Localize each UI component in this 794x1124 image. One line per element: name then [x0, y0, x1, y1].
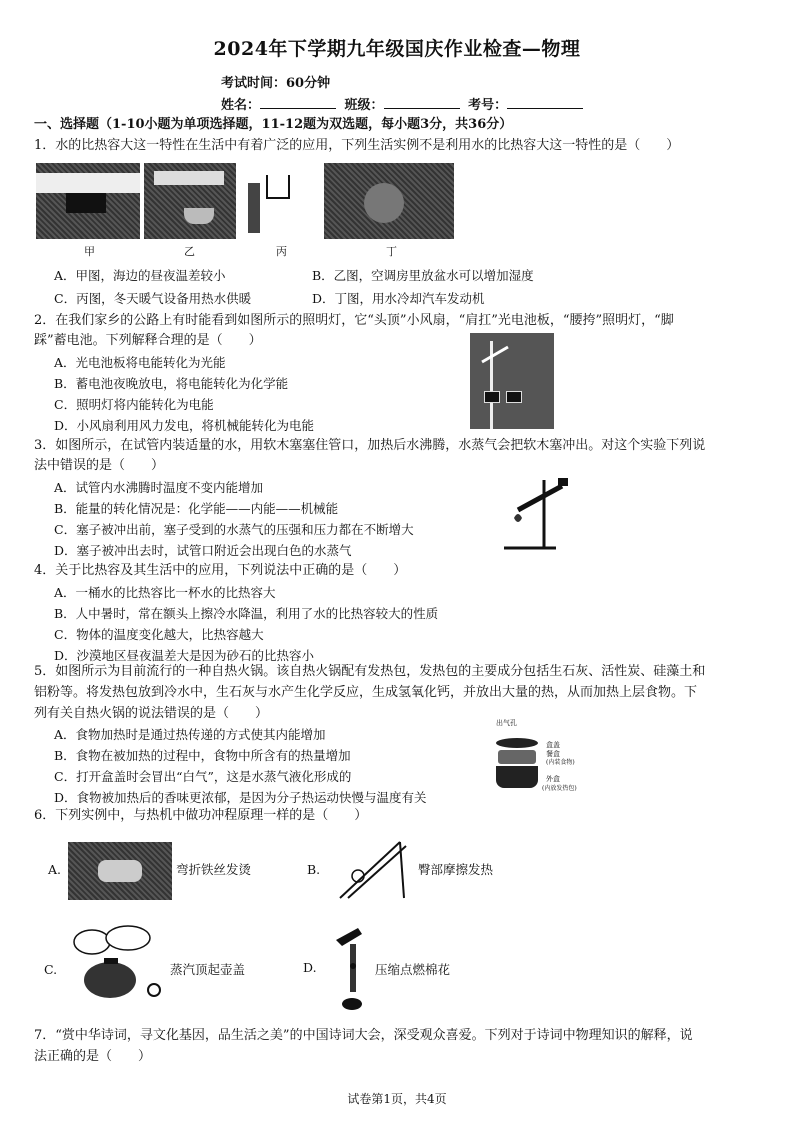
name-blank[interactable]: [260, 96, 336, 109]
q6-image-compression-tube: [330, 922, 378, 1014]
q1-image-jia: [36, 163, 140, 239]
class-label: 班级：: [344, 98, 384, 113]
q6-option-a-letter[interactable]: A.: [48, 862, 62, 877]
name-label: 姓名：: [221, 98, 261, 113]
q3-stem-line1: 3．如图所示，在试管内装适量的水，用软木塞塞住管口，加热后水沸腾，水蒸气会把软木塞冲出。对这个实验下列说: [34, 438, 706, 453]
q5-label-bowl: 餐盒: [546, 750, 560, 758]
class-blank[interactable]: [384, 96, 460, 109]
q2-option-c[interactable]: C．照明灯将内能转化为电能: [54, 397, 214, 412]
q6-option-b-letter[interactable]: B.: [307, 862, 321, 877]
q4-option-a[interactable]: A．一桶水的比热容比一杯水的比热容大: [54, 585, 276, 600]
q6-image-kettle: [66, 924, 170, 1002]
q2-option-a[interactable]: A．光电池板将电能转化为光能: [54, 355, 226, 370]
q5-stem-line3: 列有关自热火锅的说法错误的是（ ）: [34, 706, 269, 721]
q6-option-c-letter[interactable]: C.: [44, 962, 58, 977]
q5-stem-line1: 5．如图所示为目前流行的一种自热火锅。该自热火锅配有发热包，发热包的主要成分包括生石灰、活性炭、硅藻土和: [34, 664, 706, 679]
q7-stem-line2: 法正确的是（ ）: [34, 1049, 152, 1064]
q3-option-d[interactable]: D．塞子被冲出去时，试管口附近会出现白色的水蒸气: [54, 543, 352, 558]
q3-option-c[interactable]: C．塞子被冲出前，塞子受到的水蒸气的压强和压力都在不断增大: [54, 522, 414, 537]
q5-option-d[interactable]: D．食物被加热后的香味更浓郁，是因为分子热运动快慢与温度有关: [54, 790, 427, 805]
q6-option-a-text[interactable]: 弯折铁丝发烫: [176, 862, 252, 877]
q2-option-d[interactable]: D．小风扇利用风力发电，将机械能转化为电能: [54, 418, 315, 433]
q3-option-a[interactable]: A．试管内水沸腾时温度不变内能增加: [54, 480, 264, 495]
number-blank[interactable]: [507, 96, 583, 109]
q4-option-b[interactable]: B．人中暑时，常在额头上擦冷水降温，利用了水的比热容较大的性质: [54, 606, 439, 621]
q5-stem-line2: 铝粉等。将发热包放到冷水中，生石灰与水产生化学反应，生成氢氧化钙，并放出大量的热，从而加热上层食物。下: [34, 685, 698, 700]
q6-image-bending-wire: [68, 842, 172, 900]
q1-option-d[interactable]: D．丁图，用水冷却汽车发动机: [312, 291, 485, 306]
q6-image-slide: [330, 832, 412, 904]
q4-stem: 4．关于比热容及其生活中的应用，下列说法中正确的是（ ）: [34, 563, 407, 578]
q1-image-yi: [144, 163, 236, 239]
q1-option-b[interactable]: B．乙图，空调房里放盆水可以增加湿度: [312, 268, 534, 283]
q3-stem-line2: 法中错误的是（ ）: [34, 458, 165, 473]
q5-option-b[interactable]: B．食物在被加热的过程中，食物中所含有的热量增加: [54, 748, 351, 763]
q5-label-vent: 出气孔: [496, 719, 517, 727]
q4-option-c[interactable]: C．物体的温度变化越大，比热容越大: [54, 627, 264, 642]
q2-stem-line1: 2．在我们家乡的公路上有时能看到如图所示的照明灯，它“头顶”小风扇，“肩扛”光电池板，“腰挎”照明灯，“脚: [34, 313, 674, 328]
q6-option-b-text[interactable]: 臀部摩擦发热: [418, 862, 494, 877]
q5-label-lid: 盒盖: [546, 741, 560, 749]
q5-option-a[interactable]: A．食物加热时是通过热传递的方式使其内能增加: [54, 727, 326, 742]
q3-option-b[interactable]: B．能量的转化情况是：化学能——内能——机械能: [54, 501, 339, 516]
q6-option-d-text[interactable]: 压缩点燃棉花: [375, 962, 451, 977]
q6-stem: 6．下列实例中，与热机中做功冲程原理一样的是（ ）: [34, 808, 368, 823]
q3-test-tube-apparatus: [496, 470, 580, 552]
q5-label-bowl-note: (内装食物): [546, 759, 575, 766]
q2-option-b[interactable]: B．蓄电池夜晚放电，将电能转化为化学能: [54, 376, 289, 391]
q4-option-d[interactable]: D．沙漠地区昼夜温差大是因为砂石的比热容小: [54, 648, 315, 663]
student-info: [221, 94, 583, 113]
q1-option-c[interactable]: C．丙图，冬天暖气设备用热水供暖: [54, 291, 252, 306]
q5-label-outer-note: (内放发热包): [542, 785, 577, 792]
q1-option-a[interactable]: A．甲图，海边的昼夜温差较小: [54, 268, 226, 283]
q1-caption-jia: 甲: [84, 245, 95, 258]
q1-image-ding: [324, 163, 454, 239]
q1-caption-bing: 丙: [276, 245, 287, 258]
q1-caption-ding: 丁: [386, 245, 397, 258]
exam-time: 考试时间：60分钟: [221, 76, 331, 91]
q6-option-d-letter[interactable]: D.: [303, 960, 317, 975]
q1-image-bing: [244, 163, 316, 239]
q5-option-c[interactable]: C．打开盒盖时会冒出“白气”，这是水蒸气液化形成的: [54, 769, 352, 784]
q1-caption-yi: 乙: [184, 245, 195, 258]
page-footer: 试卷第1页，共4页: [347, 1092, 447, 1106]
q7-stem-line1: 7．“赏中华诗词，寻文化基因，品生活之美”的中国诗词大会，深受观众喜爱。下列对于诗词中物理知识的解释，说: [34, 1028, 693, 1043]
number-label: 考号：: [468, 98, 508, 113]
q5-hotpot-figure: [490, 716, 590, 802]
q5-label-outer-box: 外盒: [546, 775, 560, 783]
q1-stem: 1．水的比热容大这一特性在生活中有着广泛的应用，下列生活实例不是利用水的比热容大这一特性的是（ ）: [34, 138, 680, 153]
q2-street-light-image: [470, 333, 554, 429]
q2-stem-line2: 踩”蓄电池。下列解释合理的是（ ）: [34, 333, 262, 348]
page-title: 2024年下学期九年级国庆作业检查—物理: [213, 38, 581, 60]
q6-option-c-text[interactable]: 蒸汽顶起壶盖: [170, 962, 246, 977]
section-heading: 一、选择题（1-10小题为单项选择题，11-12题为双选题，每小题3分，共36分）: [34, 117, 513, 132]
